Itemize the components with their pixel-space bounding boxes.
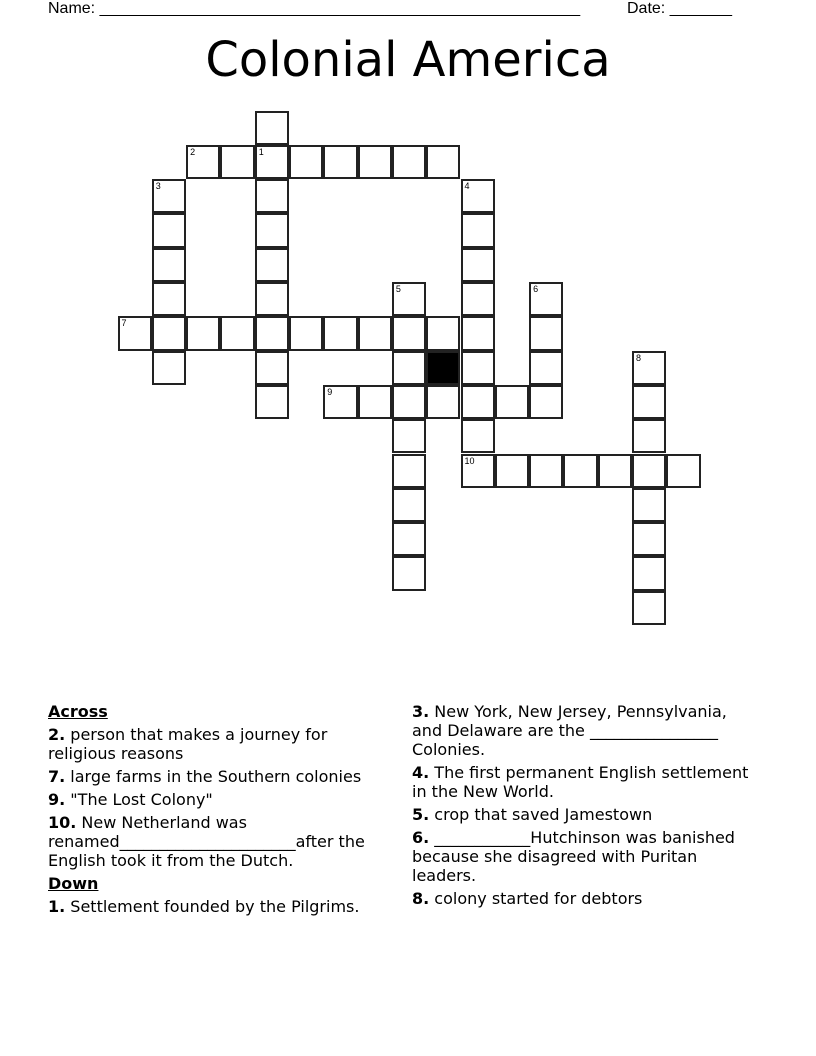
grid-cell[interactable]	[392, 419, 426, 453]
clue-down-3	[412, 702, 752, 759]
grid-block-cell	[426, 351, 460, 385]
clue-number-label: 5	[395, 284, 401, 294]
grid-cell[interactable]	[632, 522, 666, 556]
grid-cell[interactable]	[152, 179, 186, 213]
grid-cell[interactable]	[358, 385, 392, 419]
clue-text: "The Lost Colony"	[65, 790, 213, 809]
grid-cell[interactable]	[255, 282, 289, 316]
clues-column-right	[412, 702, 752, 912]
grid-cell[interactable]	[461, 248, 495, 282]
clue-number-label: 1	[258, 146, 264, 157]
clue-number-label: 3	[155, 181, 161, 192]
clue-text: colony started for debtors	[429, 889, 643, 908]
across-heading: Across	[48, 702, 108, 721]
grid-cell[interactable]	[220, 316, 254, 350]
grid-cell[interactable]	[461, 385, 495, 419]
grid-cell[interactable]	[461, 282, 495, 316]
grid-cell[interactable]	[255, 248, 289, 282]
grid-cell[interactable]	[323, 385, 357, 419]
clue-text: New York, New Jersey, Pennsylvania, and Delaware are the ________________ Colonies.	[412, 702, 727, 759]
clue-number: 7.	[48, 767, 66, 786]
grid-cell[interactable]	[255, 145, 289, 179]
grid-cell[interactable]	[392, 522, 426, 556]
clue-text: person that makes a journey for religious reasons	[48, 725, 328, 763]
clue-across-9	[48, 790, 393, 809]
grid-cell[interactable]	[461, 351, 495, 385]
grid-cell[interactable]	[666, 454, 700, 488]
grid-cell[interactable]	[392, 351, 426, 385]
clue-across-2	[48, 725, 393, 763]
clue-number-label: 4	[464, 181, 470, 192]
grid-cell[interactable]	[118, 316, 152, 350]
puzzle-title: Colonial America	[205, 32, 611, 88]
grid-cell[interactable]	[529, 351, 563, 385]
grid-cell[interactable]	[495, 385, 529, 419]
clues-column-left	[48, 702, 393, 920]
grid-cell[interactable]	[152, 248, 186, 282]
grid-cell[interactable]	[426, 385, 460, 419]
grid-cell[interactable]	[598, 454, 632, 488]
grid-cell[interactable]	[186, 145, 220, 179]
grid-cell[interactable]	[152, 316, 186, 350]
grid-cell[interactable]	[632, 419, 666, 453]
clue-down-8	[412, 889, 752, 908]
clue-text: New Netherland was renamed______________________after the English took it from the Dutch.	[48, 813, 365, 870]
clue-down-4	[412, 763, 752, 801]
grid-cell[interactable]	[255, 351, 289, 385]
grid-cell[interactable]	[563, 454, 597, 488]
grid-cell[interactable]	[632, 556, 666, 590]
grid-cell[interactable]	[461, 179, 495, 213]
clue-number-label: 9	[327, 386, 333, 397]
clue-down-5	[412, 805, 752, 824]
grid-cell[interactable]	[461, 213, 495, 247]
grid-cell[interactable]	[392, 282, 426, 316]
clue-number: 10.	[48, 813, 77, 832]
grid-cell[interactable]	[426, 145, 460, 179]
grid-cell[interactable]	[255, 316, 289, 350]
grid-cell[interactable]	[358, 316, 392, 350]
grid-cell[interactable]	[152, 282, 186, 316]
clue-text: large farms in the Southern colonies	[65, 767, 362, 786]
clue-across-10	[48, 813, 393, 870]
clue-text: crop that saved Jamestown	[429, 805, 653, 824]
clue-down-1	[48, 897, 393, 916]
grid-cell[interactable]	[529, 316, 563, 350]
grid-cell[interactable]	[152, 213, 186, 247]
grid-cell[interactable]	[632, 385, 666, 419]
clue-number-label: 8	[636, 352, 642, 363]
grid-cell[interactable]	[152, 351, 186, 385]
clue-number: 4.	[412, 763, 430, 782]
grid-cell[interactable]	[255, 111, 289, 145]
grid-cell[interactable]	[426, 316, 460, 350]
clue-number-label: 7	[121, 318, 127, 329]
grid-cell[interactable]	[632, 454, 666, 488]
grid-cell[interactable]	[323, 316, 357, 350]
grid-cell[interactable]	[255, 385, 289, 419]
clue-number-label: 6	[533, 284, 539, 294]
grid-cell[interactable]	[289, 316, 323, 350]
grid-cell[interactable]	[392, 385, 426, 419]
grid-cell[interactable]	[461, 419, 495, 453]
clue-text: The first permanent English settlement in the New World.	[412, 763, 749, 801]
grid-cell[interactable]	[358, 145, 392, 179]
grid-cell[interactable]	[255, 179, 289, 213]
grid-cell[interactable]	[529, 385, 563, 419]
grid-cell[interactable]	[255, 213, 289, 247]
grid-cell[interactable]	[289, 145, 323, 179]
clue-number-label: 2	[190, 146, 196, 157]
clue-text: ____________Hutchinson was banished because she disagreed with Puritan leaders.	[412, 828, 735, 885]
down-heading: Down	[48, 874, 99, 893]
grid-cell[interactable]	[461, 316, 495, 350]
grid-cell[interactable]	[392, 488, 426, 522]
grid-cell[interactable]	[392, 316, 426, 350]
clue-number: 8.	[412, 889, 430, 908]
grid-cell[interactable]	[632, 488, 666, 522]
clue-number: 2.	[48, 725, 66, 744]
date-field-line: Date: _______	[627, 0, 732, 17]
clue-down-6	[412, 828, 752, 885]
clue-across-7	[48, 767, 393, 786]
grid-cell[interactable]	[529, 454, 563, 488]
grid-cell[interactable]	[392, 556, 426, 590]
clue-number: 5.	[412, 805, 430, 824]
grid-cell[interactable]	[392, 454, 426, 488]
grid-cell[interactable]	[323, 145, 357, 179]
grid-cell[interactable]	[461, 454, 495, 488]
grid-cell[interactable]	[495, 454, 529, 488]
grid-cell[interactable]	[220, 145, 254, 179]
clue-number: 1.	[48, 897, 66, 916]
clue-number: 6.	[412, 828, 430, 847]
name-field-line: Name: ______________________________________________________	[48, 0, 581, 17]
grid-cell[interactable]	[632, 591, 666, 625]
clue-number: 3.	[412, 702, 430, 721]
grid-cell[interactable]	[392, 145, 426, 179]
grid-cell[interactable]	[632, 351, 666, 385]
clue-number: 9.	[48, 790, 66, 809]
grid-cell[interactable]	[529, 282, 563, 316]
clue-number-label: 10	[464, 455, 475, 466]
grid-cell[interactable]	[186, 316, 220, 350]
clue-text: Settlement founded by the Pilgrims.	[65, 897, 360, 916]
